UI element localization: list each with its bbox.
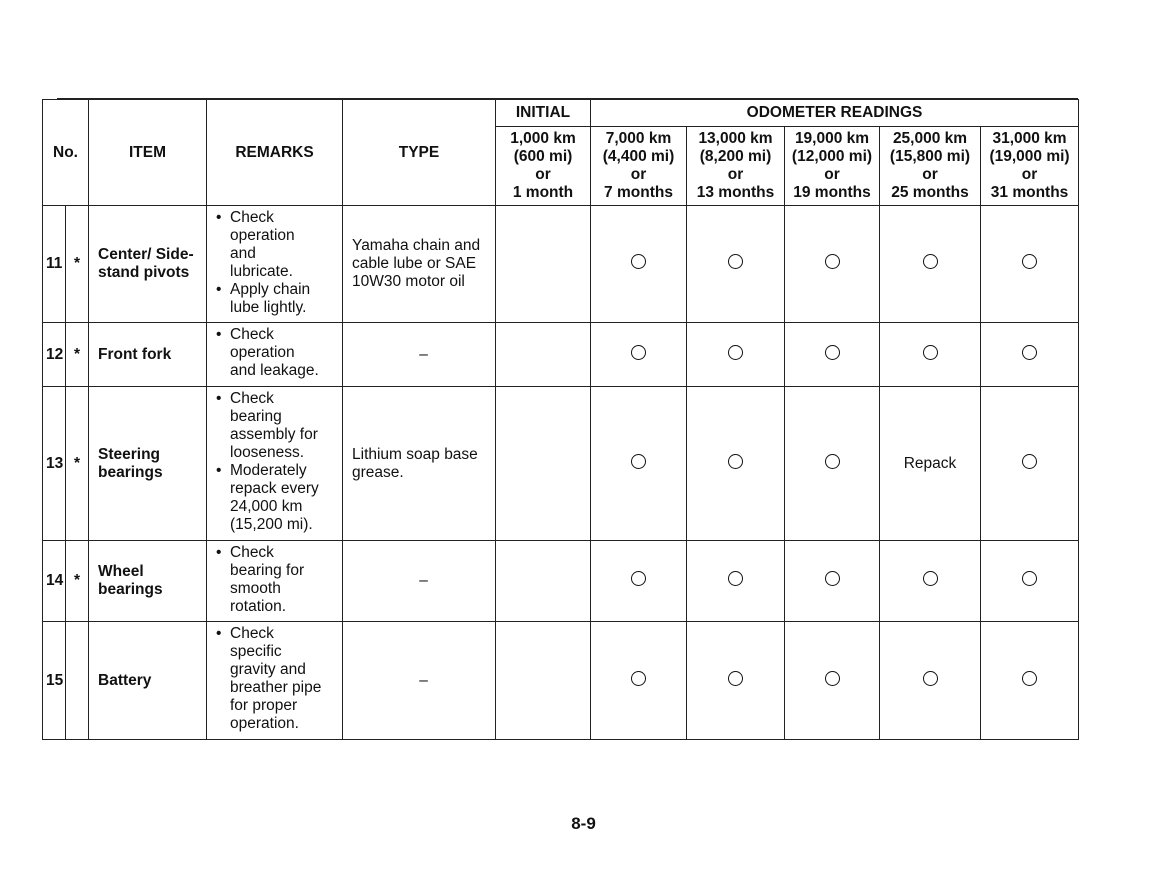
header-row-top <box>43 100 1079 127</box>
item-name: Steering bearings <box>89 387 207 541</box>
dealer-service-mark: * <box>66 206 89 323</box>
remark-bullet <box>216 462 338 534</box>
interval-mark <box>591 541 687 622</box>
header-initial: INITIAL <box>496 100 591 127</box>
interval-mark <box>785 323 880 387</box>
service-required-circle-icon <box>728 254 743 269</box>
header-type: TYPE <box>343 100 496 206</box>
interval-header: 25,000 km (15,800 mi) or 25 months <box>880 127 981 206</box>
page-number: 8-9 <box>571 814 596 833</box>
service-required-circle-icon <box>825 671 840 686</box>
interval-mark <box>785 622 880 740</box>
interval-header: 19,000 km (12,000 mi) or 19 months <box>785 127 880 206</box>
header-remarks: REMARKS <box>207 100 343 206</box>
item-name: Wheel bearings <box>89 541 207 622</box>
interval-mark <box>687 622 785 740</box>
interval-mark <box>591 387 687 541</box>
interval-mark <box>981 541 1079 622</box>
dealer-service-mark: * <box>66 541 89 622</box>
remarks <box>207 323 343 387</box>
item-name: Center/ Side-stand pivots <box>89 206 207 323</box>
maintenance-table <box>42 99 1079 740</box>
lubricant-type: – <box>343 323 496 387</box>
item-name: Front fork <box>89 323 207 387</box>
dealer-service-mark <box>66 622 89 740</box>
service-required-circle-icon <box>728 571 743 586</box>
lubricant-type: Yamaha chain and cable lube or SAE 10W30 motor oil <box>343 206 496 323</box>
item-name: Battery <box>89 622 207 740</box>
service-required-circle-icon <box>728 454 743 469</box>
interval-header: 13,000 km (8,200 mi) or 13 months <box>687 127 785 206</box>
remark-bullet <box>216 209 338 281</box>
service-required-circle-icon <box>923 571 938 586</box>
dealer-service-mark: * <box>66 387 89 541</box>
remark-text: Check operation and leakage. <box>230 326 319 379</box>
remark-text: Check bearing assembly for looseness. <box>230 390 318 461</box>
remark-bullet <box>216 544 338 616</box>
interval-mark <box>687 541 785 622</box>
interval-mark <box>591 323 687 387</box>
interval-mark <box>785 541 880 622</box>
service-required-circle-icon <box>923 671 938 686</box>
interval-header: 1,000 km (600 mi) or 1 month <box>496 127 591 206</box>
lubricant-type: – <box>343 622 496 740</box>
remarks <box>207 206 343 323</box>
interval-mark <box>496 323 591 387</box>
interval-note: Repack <box>903 454 957 472</box>
lubricant-type: Lithium soap base grease. <box>343 387 496 541</box>
interval-mark <box>687 206 785 323</box>
interval-mark <box>687 387 785 541</box>
interval-mark <box>880 622 981 740</box>
remarks <box>207 622 343 740</box>
remark-text: Check bearing for smooth rotation. <box>230 544 305 615</box>
remarks <box>207 387 343 541</box>
service-required-circle-icon <box>631 454 646 469</box>
header-no: No. <box>43 100 89 206</box>
header-odometer-readings: ODOMETER READINGS <box>591 100 1079 127</box>
interval-mark <box>880 541 981 622</box>
service-required-circle-icon <box>825 571 840 586</box>
interval-mark <box>591 206 687 323</box>
interval-mark <box>496 622 591 740</box>
service-required-circle-icon <box>631 254 646 269</box>
remark-bullet <box>216 390 338 462</box>
row-number: 11 <box>43 206 66 323</box>
interval-header: 7,000 km (4,400 mi) or 7 months <box>591 127 687 206</box>
interval-header: 31,000 km (19,000 mi) or 31 months <box>981 127 1079 206</box>
interval-mark <box>496 541 591 622</box>
interval-mark <box>880 323 981 387</box>
lubricant-type: – <box>343 541 496 622</box>
service-required-circle-icon <box>631 671 646 686</box>
bullet-dot-icon: • <box>216 625 222 642</box>
remark-text: Check specific gravity and breather pipe for proper operation. <box>230 625 322 732</box>
interval-mark <box>687 323 785 387</box>
remarks <box>207 541 343 622</box>
service-required-circle-icon <box>1022 571 1037 586</box>
table-row <box>43 541 1079 622</box>
table-row <box>43 206 1079 323</box>
bullet-dot-icon: • <box>216 390 222 407</box>
interval-mark <box>981 622 1079 740</box>
row-number: 12 <box>43 323 66 387</box>
table-row <box>43 387 1079 541</box>
service-required-circle-icon <box>1022 345 1037 360</box>
bullet-dot-icon: • <box>216 462 222 479</box>
dealer-service-mark: * <box>66 323 89 387</box>
table-row <box>43 622 1079 740</box>
remark-text: Moderately repack every 24,000 km (15,200 mi). <box>230 462 319 533</box>
interval-mark <box>981 323 1079 387</box>
row-number: 14 <box>43 541 66 622</box>
interval-mark <box>591 622 687 740</box>
service-required-circle-icon <box>923 345 938 360</box>
remark-text: Apply chain lube lightly. <box>230 281 311 316</box>
interval-mark <box>880 206 981 323</box>
service-required-circle-icon <box>825 454 840 469</box>
service-required-circle-icon <box>923 254 938 269</box>
interval-mark <box>880 387 981 541</box>
remark-bullet <box>216 326 338 380</box>
remark-bullet <box>216 625 338 733</box>
interval-mark <box>981 387 1079 541</box>
service-required-circle-icon <box>728 671 743 686</box>
table-row <box>43 323 1079 387</box>
remark-text: Check operation and lubricate. <box>230 209 295 280</box>
interval-mark <box>496 206 591 323</box>
service-required-circle-icon <box>825 254 840 269</box>
interval-mark <box>785 387 880 541</box>
bullet-dot-icon: • <box>216 326 222 343</box>
interval-mark <box>981 206 1079 323</box>
service-required-circle-icon <box>631 345 646 360</box>
row-number: 15 <box>43 622 66 740</box>
remark-bullet <box>216 281 338 317</box>
interval-mark <box>785 206 880 323</box>
bullet-dot-icon: • <box>216 281 222 298</box>
row-number: 13 <box>43 387 66 541</box>
maintenance-rows <box>43 206 1079 740</box>
service-required-circle-icon <box>1022 254 1037 269</box>
header-item: ITEM <box>89 100 207 206</box>
interval-mark <box>496 387 591 541</box>
service-required-circle-icon <box>1022 454 1037 469</box>
bullet-dot-icon: • <box>216 209 222 226</box>
service-required-circle-icon <box>728 345 743 360</box>
bullet-dot-icon: • <box>216 544 222 561</box>
service-required-circle-icon <box>1022 671 1037 686</box>
service-required-circle-icon <box>631 571 646 586</box>
service-required-circle-icon <box>825 345 840 360</box>
